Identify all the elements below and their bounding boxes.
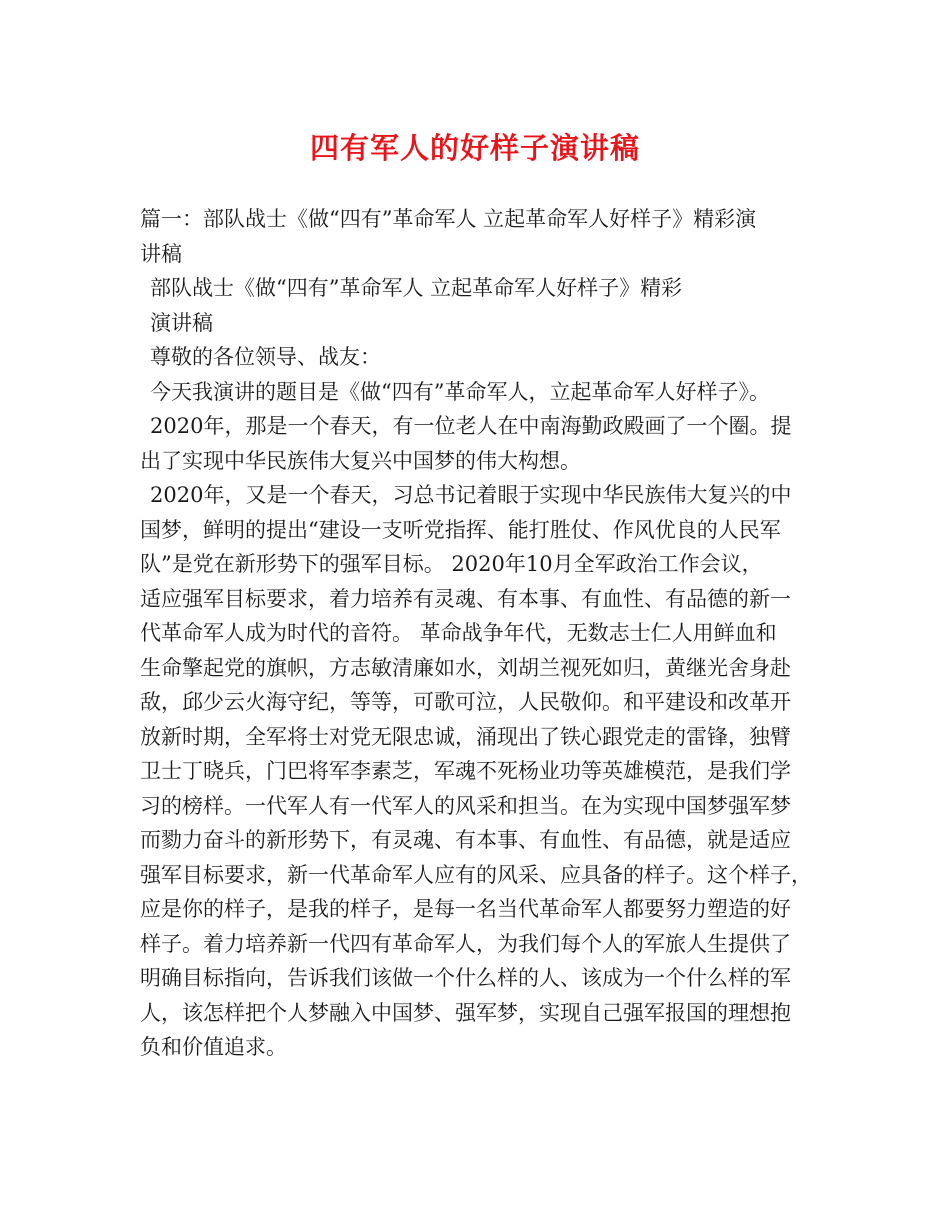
text-line: 尊敬的各位领导、战友： bbox=[150, 345, 381, 369]
text-line: 敌，邱少云火海守纪，等等，可歌可泣，人民敬仰。和平建设和改革开 bbox=[140, 690, 791, 714]
text-line: 部队战士《做“四有”革命军人 立起革命军人好样子》精彩 bbox=[150, 276, 683, 300]
text-line: 卫士丁晓兵，门巴将军李素芝，军魂不死杨业功等英雄模范，是我们学 bbox=[140, 759, 791, 783]
text-line: 应是你的样子，是我的样子，是每一名当代革命军人都要努力塑造的好 bbox=[140, 897, 791, 921]
text-line: 演讲稿 bbox=[150, 310, 213, 335]
text-line: 代革命军人成为时代的音符。 革命战争年代，无数志士仁人用鲜血和 bbox=[140, 621, 777, 645]
text-line: 习的榜样。一代军人有一代军人的风采和担当。在为实现中国梦强军梦 bbox=[140, 793, 791, 818]
text-line: 2020年，那是一个春天，有一位老人在中南海勤政殿画了一个圈。提 bbox=[150, 414, 792, 438]
text-line: 队”是党在新形势下的强军目标。 2020年10月全军政治工作会议， bbox=[140, 552, 763, 576]
text-line: 放新时期，全军将士对党无限忠诚，涌现出了铁心跟党走的雷锋，独臂 bbox=[140, 724, 791, 749]
document-body bbox=[140, 202, 830, 1065]
text-line: 样子。着力培养新一代四有革命军人，为我们每个人的军旅人生提供了 bbox=[140, 931, 791, 956]
text-line: 出了实现中华民族伟大复兴中国梦的伟大构想。 bbox=[140, 448, 581, 473]
text-line: 2020年，又是一个春天，习总书记着眼于实现中华民族伟大复兴的中 bbox=[150, 483, 792, 507]
text-line: 强军目标要求，新一代革命军人应有的风采、应具备的样子。这个样子， bbox=[140, 862, 812, 887]
text-line: 人，该怎样把个人梦融入中国梦、强军梦，实现自己强军报国的理想抱 bbox=[140, 1000, 791, 1025]
text-line: 生命擎起党的旗帜，方志敏清廉如水，刘胡兰视死如归，黄继光舍身赴 bbox=[140, 655, 791, 680]
text-line: 适应强军目标要求，着力培养有灵魂、有本事、有血性、有品德的新一 bbox=[140, 586, 791, 611]
document-title: 四有军人的好样子演讲稿 bbox=[309, 131, 640, 165]
text-line: 今天我演讲的题目是《做“四有”革命军人，立起革命军人好样子》。 bbox=[150, 379, 770, 404]
text-line: 讲稿 bbox=[140, 241, 182, 266]
text-line: 而勠力奋斗的新形势下，有灵魂、有本事、有血性、有品德，就是适应 bbox=[140, 828, 791, 852]
text-line: 明确目标指向，告诉我们该做一个什么样的人、该成为一个什么样的军 bbox=[140, 966, 791, 990]
text-line: 负和价值追求。 bbox=[140, 1035, 287, 1059]
text-line: 篇一：部队战士《做“四有”革命军人 立起革命军人好样子》精彩演 bbox=[140, 207, 757, 231]
text-line: 国梦，鲜明的提出“建设一支听党指挥、能打胜仗、作风优良的人民军 bbox=[140, 517, 781, 542]
